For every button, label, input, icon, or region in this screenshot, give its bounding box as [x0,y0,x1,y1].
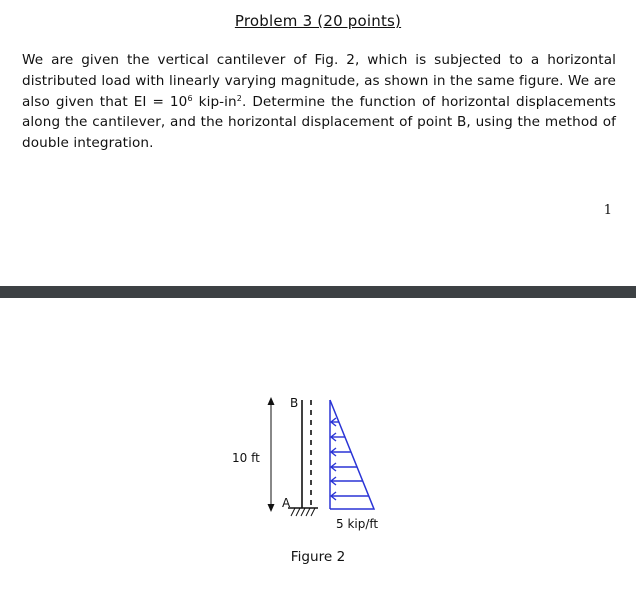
statement-text-3: . Determine the function of horizontal displacements along the cantilever, and the horizontal displacement of point B, using the method of double integration. [22,93,616,152]
page-number: 1 [603,203,612,218]
problem-title: Problem 3 (20 points) [234,12,402,30]
point-a-label: A [282,496,291,510]
support-hatch [311,508,315,516]
support-hatch [301,508,305,516]
statement-text-1: We are given the vertical cantilever of Fig. 2, which is subjected to a horizontal distributed load with linearly varying magnitude, as shown in the same figure. We are also given that EI = 10 [22,52,616,110]
load-magnitude-label: 5 kip/ft [336,517,379,531]
unit-exponent: 2 [236,93,242,103]
support-hatch [306,508,310,516]
figure-caption [0,549,636,565]
dimension-arrowhead-bottom [268,504,275,512]
fixed-support [288,508,318,516]
support-hatch [291,508,295,516]
dimension-arrowhead-top [268,397,275,405]
cantilever-column [302,400,311,508]
point-b-label: B [290,396,299,410]
statement-text-2: kip-in [192,93,237,110]
figure-caption-text: Figure 2 [290,549,346,565]
load-arrows [331,418,369,500]
dimension-label: 10 ft [232,451,260,465]
support-hatch [296,508,300,516]
ei-exponent: 6 [187,93,193,103]
load-triangle [330,400,374,509]
dimension-arrow [268,397,275,512]
distributed-load [330,400,374,509]
